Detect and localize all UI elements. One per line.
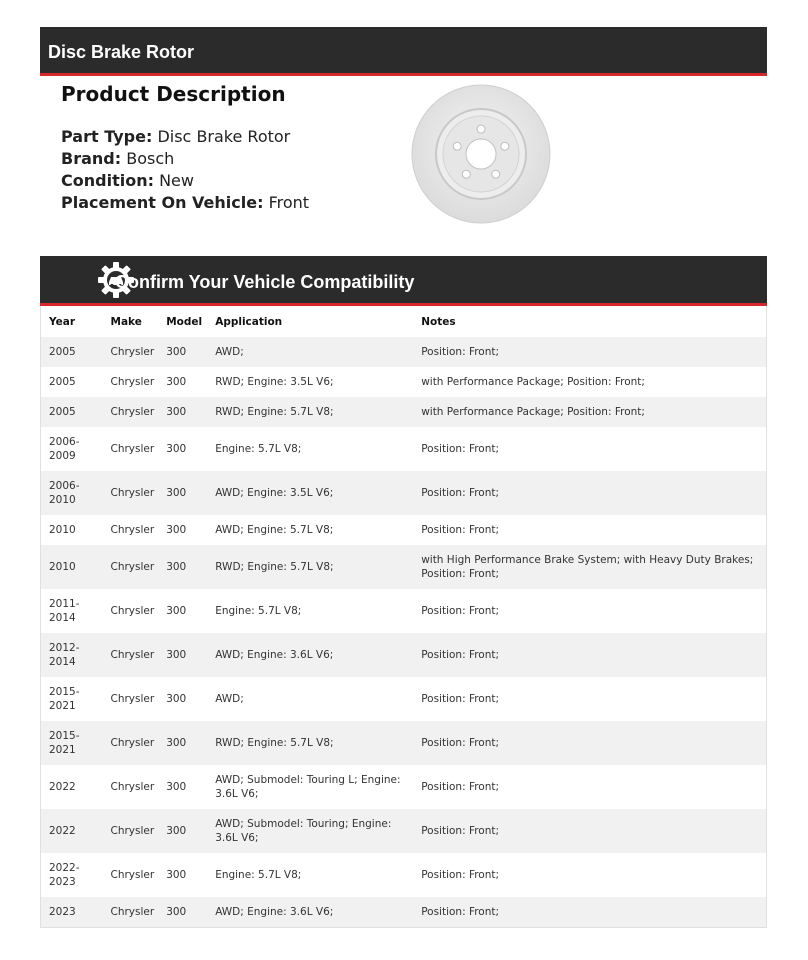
compatibility-bar [40,256,767,306]
table-row: 2005 Chrysler 300 AWD; Position: Front; [41,337,767,367]
compatibility-table [40,306,767,928]
table-row: 2005 Chrysler 300 RWD; Engine: 5.7L V8; with Performance Package; Position: Front; [41,397,767,427]
product-description [61,82,391,214]
col-year: Year [49,315,76,328]
table-row: 2010 Chrysler 300 AWD; Engine: 5.7L V8; Position: Front; [41,515,767,545]
table-row: 2022 Chrysler 300 AWD; Submodel: Touring; Engine: 3.6L V6; Position: Front; [41,809,767,853]
table-row: 2005 Chrysler 300 RWD; Engine: 3.5L V6; with Performance Package; Position: Front; [41,367,767,397]
field-condition: Condition: New [61,171,194,190]
description-heading: Product Description [61,82,286,106]
col-notes: Notes [421,315,456,328]
field-brand: Brand: Bosch [61,149,175,168]
table-row: 2011-2014 Chrysler 300 Engine: 5.7L V8; Position: Front; [41,589,767,633]
table-row: 2022 Chrysler 300 AWD; Submodel: Touring L; Engine: 3.6L V6; Position: Front; [41,765,767,809]
table-header-row [41,306,767,337]
col-make: Make [110,315,142,328]
field-placement: Placement On Vehicle: Front [61,193,310,212]
col-model: Model [166,315,203,328]
table-row: 2012-2014 Chrysler 300 AWD; Engine: 3.6L V6; Position: Front; [41,633,767,677]
table-row: 2015-2021 Chrysler 300 RWD; Engine: 5.7L V8; Position: Front; [41,721,767,765]
table-row: 2015-2021 Chrysler 300 AWD; Position: Front; [41,677,767,721]
title-bar [40,27,767,76]
brake-rotor-image [410,83,552,225]
page-title: Disc Brake Rotor [48,42,195,62]
table-row: 2006-2010 Chrysler 300 AWD; Engine: 3.5L V6; Position: Front; [41,471,767,515]
table-row: 2010 Chrysler 300 RWD; Engine: 5.7L V8; with High Performance Brake System; with Heavy Duty Brakes; Position: Front; [41,545,767,589]
table-row: 2006-2009 Chrysler 300 Engine: 5.7L V8; Position: Front; [41,427,767,471]
field-part-type: Part Type: Disc Brake Rotor [61,127,291,146]
col-application: Application [215,315,283,328]
table-row: 2022-2023 Chrysler 300 Engine: 5.7L V8; Position: Front; [41,853,767,897]
table-row: 2023 Chrysler 300 AWD; Engine: 3.6L V6; Position: Front; [41,897,767,928]
compatibility-title: Confirm Your Vehicle Compatibility [115,272,415,292]
